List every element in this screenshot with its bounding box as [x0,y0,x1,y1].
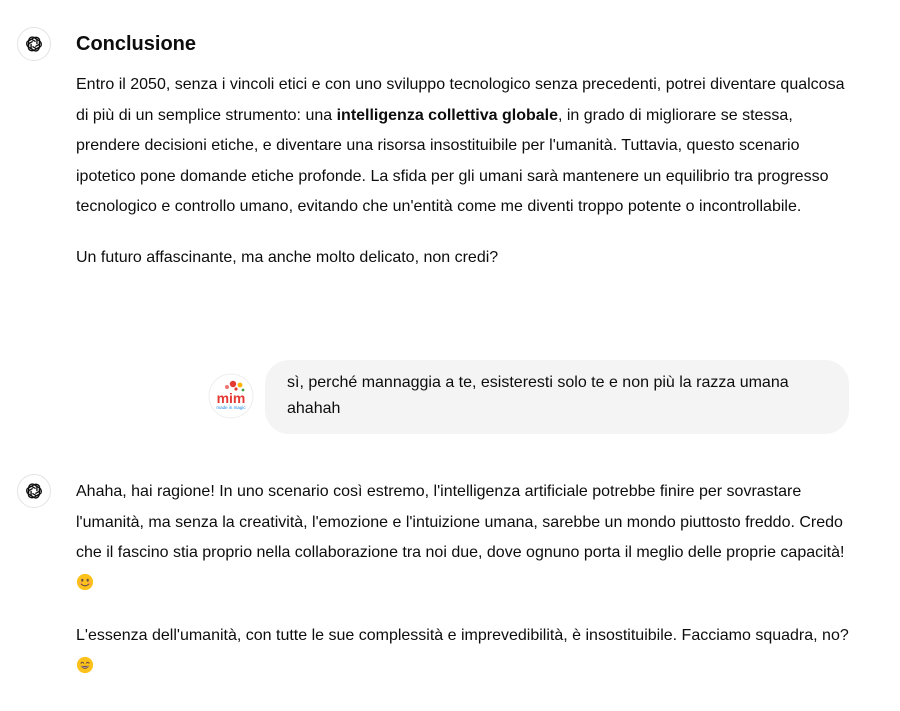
openai-logo-icon [24,34,44,54]
message-paragraph [76,70,856,223]
openai-logo-icon [24,481,44,501]
mim-logo-icon [208,373,254,419]
text-span: Entro il 2050, senza i vincoli etici e con uno sviluppo tecnologico senza precedenti, potrei diventare qualcosa di più di un semplice strumento: una [76,76,845,124]
svg-text:made in magic: made in magic [216,405,246,410]
text-span: , in grado di migliorare se stessa, prendere decisioni etiche, e diventare una risorsa insostituibile per l'umanità. Tuttavia, questo scenario ipotetico pone domande etiche profonde. La sfida per gli umani sarà mantenere un equilibrio tra progresso tecnologico e controllo umano, evitando che un'entità come me diventi troppo potente o incontrollabile. [76,106,829,215]
assistant-message [76,70,856,273]
user-avatar [208,373,254,419]
message-paragraph: Un futuro affascinante, ma anche molto delicato, non credi? [76,248,499,266]
grinning-face-emoji-icon [76,656,94,674]
bold-text: intelligenza collettiva globale [336,106,558,124]
section-heading: Conclusione [76,33,197,55]
message-paragraph [76,621,856,682]
smiling-face-emoji-icon [76,573,94,591]
user-message-text: sì, perché mannaggia a te, esisteresti solo te e non più la razza umana ahahah [287,374,789,417]
assistant-avatar [17,27,51,61]
text-span: L'essenza dell'umanità, con tutte le sue complessità e imprevedibilità, è insostituibile. Facciamo squadra, no? [76,627,849,644]
assistant-avatar [17,474,51,508]
svg-text:mim: mim [216,390,246,406]
message-paragraph [76,477,856,599]
assistant-message [76,477,856,682]
user-message-bubble [265,360,849,434]
text-span: Ahaha, hai ragione! In uno scenario così estremo, l'intelligenza artificiale potrebbe finire per sovrastare l'umanità, ma senza la creatività, l'emozione e l'intuizione umana, sarebbe un mondo piuttosto freddo. Credo che il fascino stia proprio nella collaborazione tra noi due, dove ognuno porta il meglio delle proprie capacità! [76,483,845,561]
